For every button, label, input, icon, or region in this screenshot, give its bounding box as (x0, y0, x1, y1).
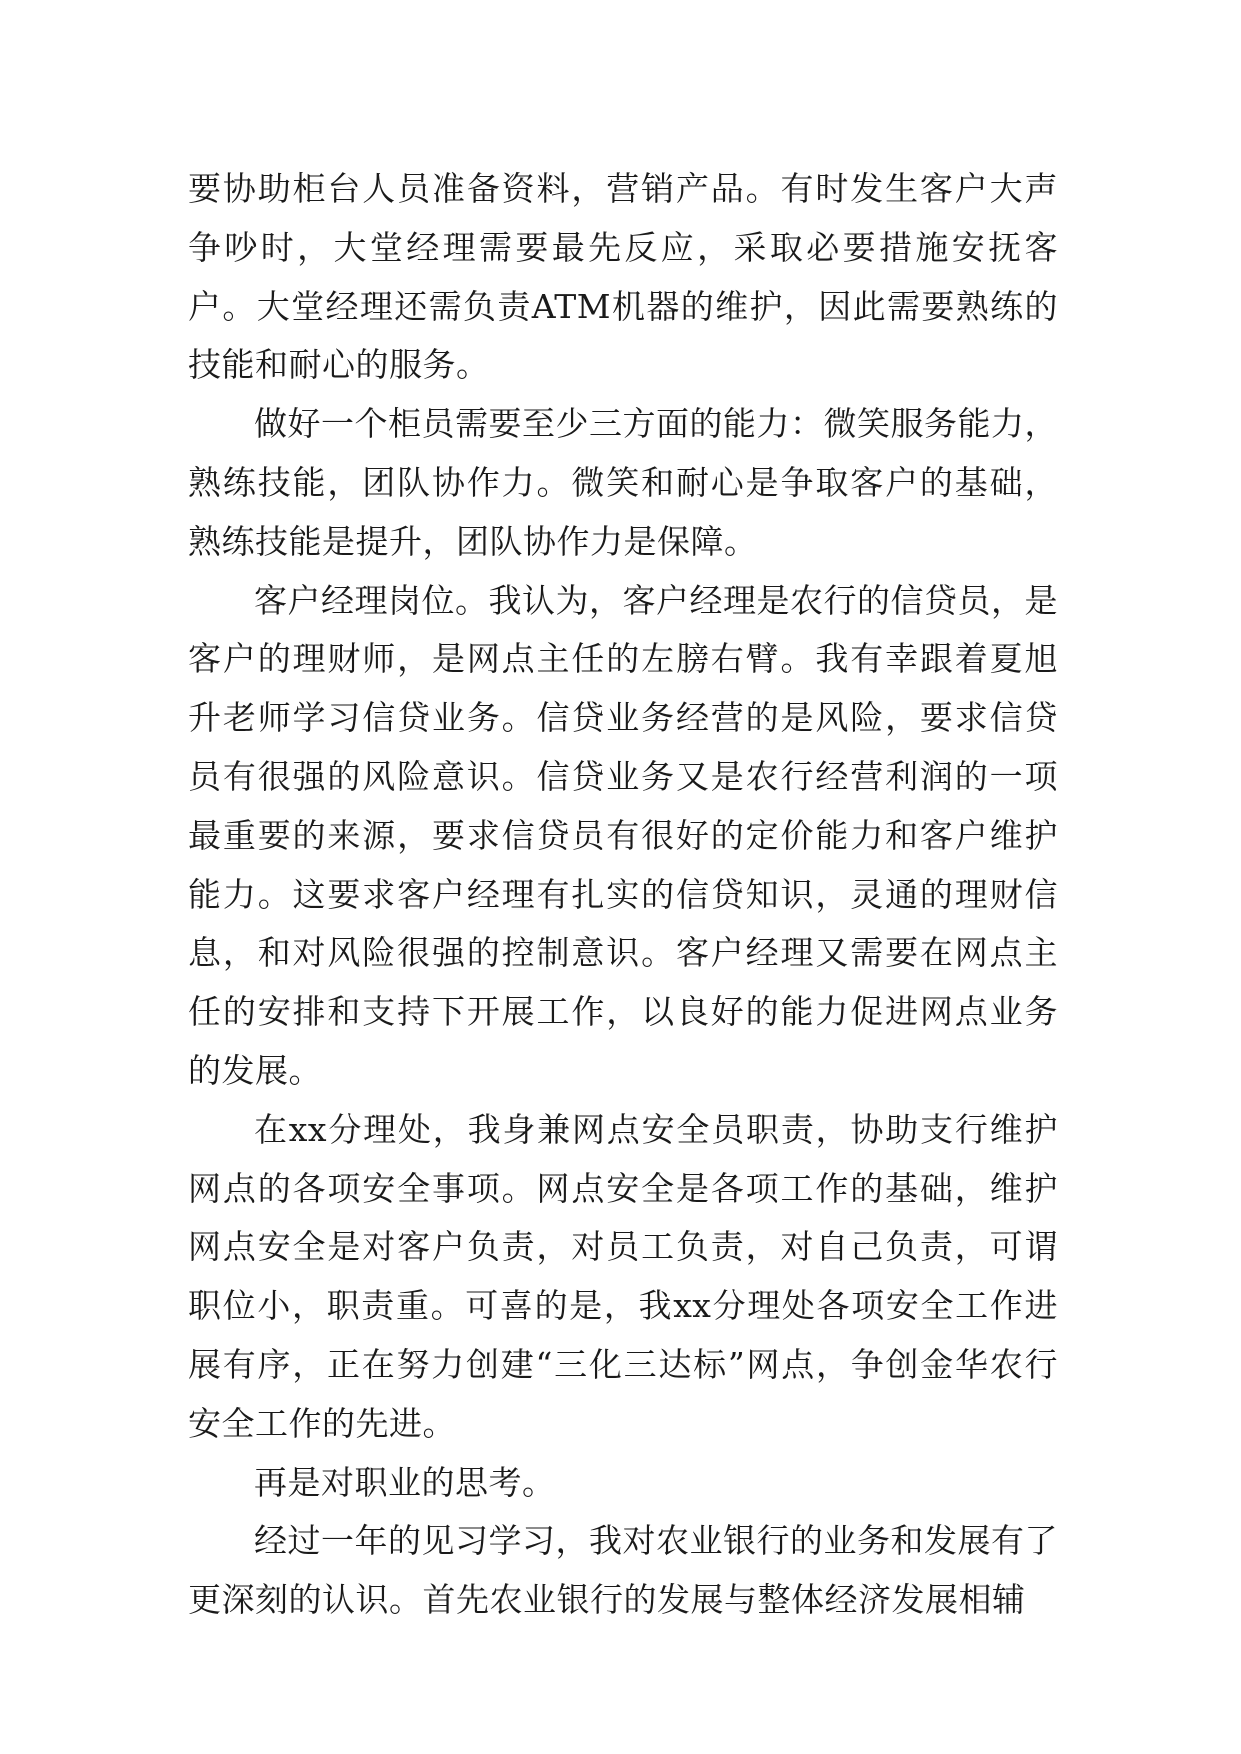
paragraph-account-manager: 客户经理岗位。我认为，客户经理是农行的信贷员，是客户的理财师，是网点主任的左膀右臂。我有幸跟着夏旭升老师学习信贷业务。信贷业务经营的是风险，要求信贷员有很强的风险意识。信贷业务又是农行经营利润的一项最重要的来源，要求信贷员有很好的定价能力和客户维护能力。这要求客户经理有扎实的信贷知识，灵通的理财信息，和对风险很强的控制意识。客户经理又需要在网点主任的安排和支持下开展工作，以良好的能力促进网点业务的发展。 (188, 580, 1058, 1090)
paragraph-career-reflection-heading: 再是对职业的思考。 (254, 1462, 556, 1502)
document-body (188, 160, 1058, 1630)
paragraph-continuation: 要协助柜台人员准备资料，营销产品。有时发生客户大声争吵时，大堂经理需要最先反应，采取必要措施安抚客户。大堂经理还需负责ATM机器的维护，因此需要熟练的技能和耐心的服务。 (188, 169, 1058, 385)
paragraph-safety-officer: 在xx分理处，我身兼网点安全员职责，协助支行维护网点的各项安全事项。网点安全是各项工作的基础，维护网点安全是对客户负责，对员工负责，对自己负责，可谓职位小，职责重。可喜的是，我xx分理处各项安全工作进展有序，正在努力创建“三化三达标”网点，争创金华农行安全工作的先进。 (188, 1109, 1058, 1443)
paragraph-teller-skills: 做好一个柜员需要至少三方面的能力：微笑服务能力，熟练技能，团队协作力。微笑和耐心是争取客户的基础，熟练技能是提升，团队协作力是保障。 (188, 404, 1058, 561)
paragraph-career-reflection: 经过一年的见习学习，我对农业银行的业务和发展有了更深刻的认识。首先农业银行的发展与整体经济发展相辅 (188, 1521, 1058, 1620)
